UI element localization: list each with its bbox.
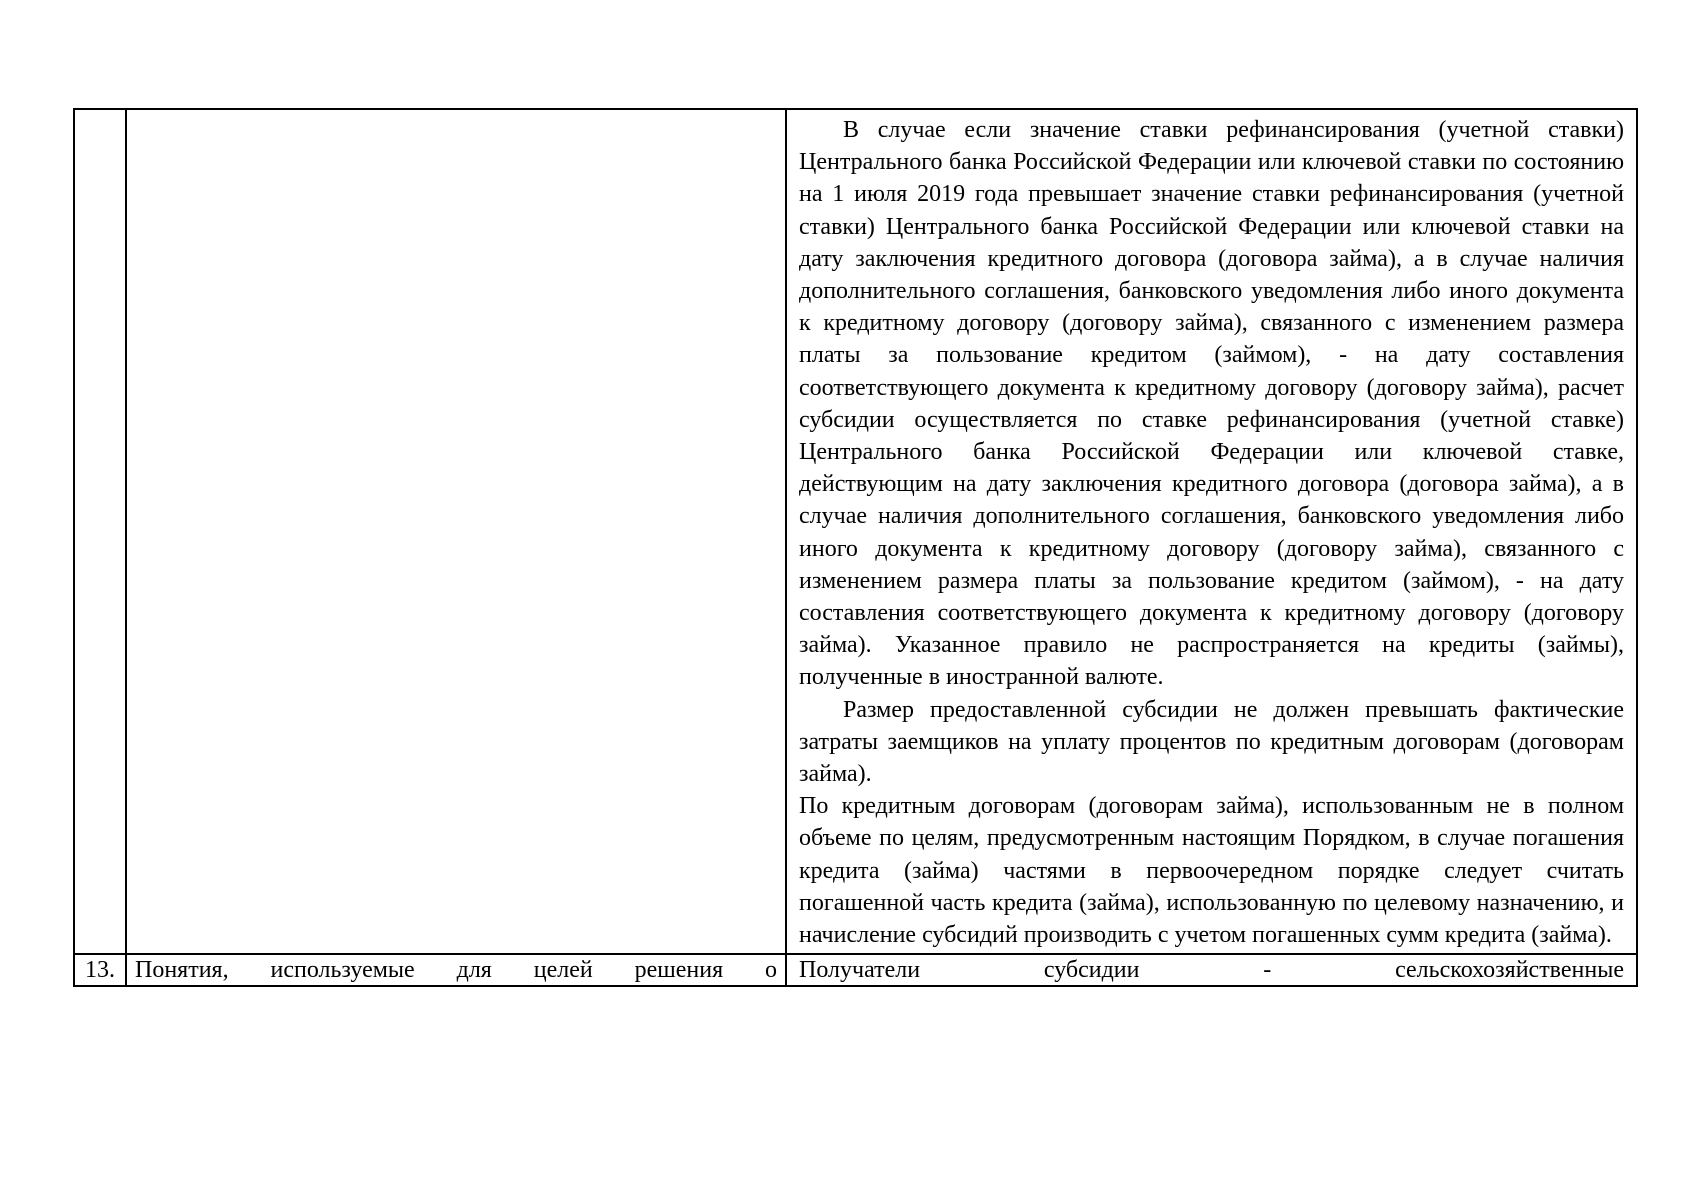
document-table [73,108,1638,987]
table-row-continuation [74,109,1637,954]
criterion-cell: Понятия, используемые для целей решения о [126,954,786,986]
paragraph-refinancing-rate: В случае если значение ставки рефинансирования (учетной ставки) Центрального банка Российской Федерации или ключевой ставки по состоянию на 1 июля 2019 года превышает значение ставки рефинансирования (учетной ставки) Центрального банка Российской Федерации или ключевой ставки на дату заключения кредитного договора (договора займа), а в случае наличия дополнительного соглашения, банковского уведомления либо иного документа к кредитному договору (договору займа), связанного с изменением размера платы за пользование кредитом (займом), - на дату составления соответствующего документа к кредитному договору (договору займа), расчет субсидии осуществляется по ставке рефинансирования (учетной ставке) Центрального банка Российской Федерации или ключевой ставке, действующим на дату заключения кредитного договора (договора займа), а в случае наличия дополнительного соглашения, банковского уведомления либо иного документа к кредитному договору (договору займа), связанного с изменением размера платы за пользование кредитом (займом), - на дату составления соответствующего документа к кредитному договору (договору займа). Указанное правило не распространяется на кредиты (займы), полученные в иностранной валюте. [799,117,1624,691]
description-cell: Получатели субсидии - сельскохозяйственные [786,954,1637,986]
criterion-cell [126,109,786,954]
row-number-cell: 13. [74,954,126,986]
paragraph-subsidy-limit: Размер предоставленной субсидии не должен превышать фактические затраты заемщиков на уплату процентов по кредитным договорам (договорам займа). [799,696,1624,788]
table-row-13 [74,954,1637,986]
description-cell [786,109,1637,954]
row-number-cell [74,109,126,954]
paragraph-partial-repayment: По кредитным договорам (договорам займа), использованным не в полном объеме по целям, предусмотренным настоящим Порядком, в случае погашения кредита (займа) частями в первоочередном порядке следует считать погашенной часть кредита (займа), использованную по целевому назначению, и начисление субсидий производить с учетом погашенных сумм кредита (займа). [799,793,1624,949]
